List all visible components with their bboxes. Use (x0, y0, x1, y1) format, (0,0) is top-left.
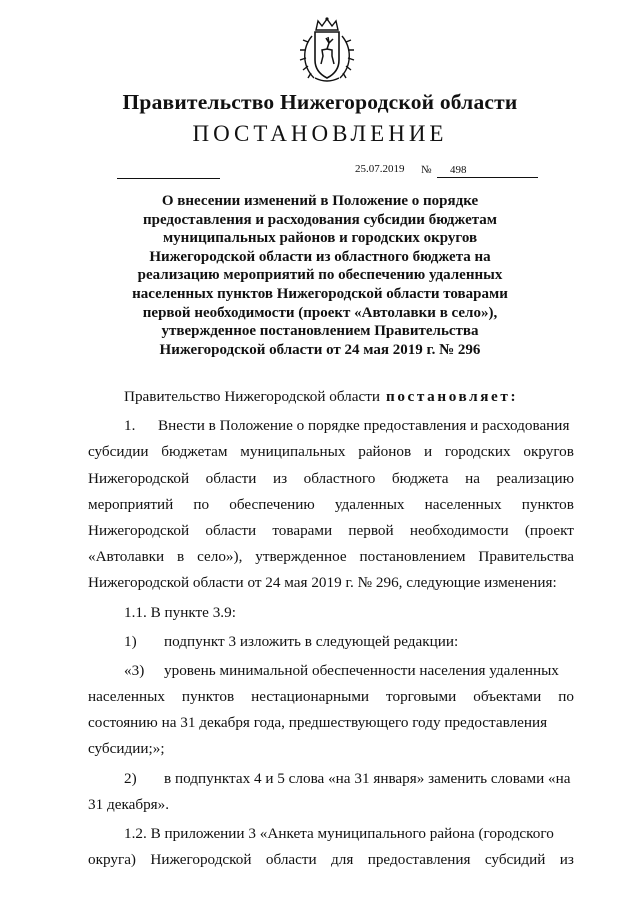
p1-number: 1. (124, 417, 136, 435)
text-word: населенных (88, 688, 165, 706)
text-word: реализацию (496, 469, 574, 487)
document-type: ПОСТАНОВЛЕНИЕ (192, 121, 448, 146)
text-word: село»), (197, 548, 243, 566)
text-word: первой (348, 521, 394, 539)
p1-line-2 (88, 439, 574, 465)
text-word: товарами (272, 521, 333, 539)
intro-line (88, 384, 574, 410)
p11-line (88, 600, 574, 626)
text-word: необходимости (409, 521, 509, 539)
document-date: 25.07.2019 (355, 163, 405, 175)
title-line: О внесении изменений в Положение о порядке (161, 193, 479, 209)
title-line: утвержденное постановлением Правительства (161, 323, 479, 340)
text-word: в (177, 548, 185, 566)
p1-line-3 (88, 466, 574, 492)
title-line: реализацию мероприятий по обеспечению удаленных (137, 267, 503, 284)
document-number: 498 (437, 163, 538, 178)
q3-line-2 (88, 684, 574, 710)
p1-line-7 (88, 570, 574, 596)
text-word: субсидии;»; (88, 740, 165, 758)
coat-of-arms-emblem (298, 16, 356, 86)
text-word: области (265, 851, 317, 869)
text-word: пунктов (521, 495, 574, 513)
text-word: области (205, 469, 257, 487)
sub2-line-1 (88, 766, 574, 792)
text-word: Нижегородской (88, 469, 190, 487)
text-word: Нижегородской (150, 851, 252, 869)
text-word: 31 декабря». (88, 795, 170, 813)
text-word: округов (523, 443, 574, 461)
intro-text: Правительство Нижегородской области (124, 388, 381, 405)
text-word: (проект (524, 521, 574, 539)
text-word: торговыми (386, 688, 457, 706)
decree-word: постановляет: (386, 388, 519, 405)
q3-line-3 (88, 710, 574, 736)
text-word: областного (303, 469, 376, 487)
text-word: пунктов (181, 688, 235, 706)
text-word: области (205, 521, 257, 539)
sub2-line-2 (88, 792, 574, 818)
text-word: для (331, 851, 354, 869)
text-word: состоянию на 31 декабря года, предшествующего году предоставления (88, 714, 548, 732)
text-word: в подпунктах 4 и 5 слова «на 31 января» заменить словами «на (164, 769, 571, 787)
p12-line-2 (88, 847, 574, 873)
text-word: уровень минимальной обеспеченности населения удаленных (164, 661, 559, 679)
text-word: городских (444, 443, 511, 461)
p1-line-6 (88, 544, 574, 570)
text-word: утвержденное (255, 548, 347, 566)
document-title (110, 192, 530, 359)
text-word: субсидий (484, 851, 546, 869)
title-line: населенных пунктов Нижегородской области товарами (132, 285, 508, 302)
p1-line-5 (88, 518, 574, 544)
text-word: Нижегородской области от 24 мая 2019 г. № 296, следующие изменения: (88, 574, 557, 592)
government-name: Правительство Нижегородской области (122, 90, 518, 114)
text-word: и (423, 443, 433, 461)
p12-line-1 (88, 821, 574, 847)
text-word: подпункт 3 изложить в следующей редакции: (164, 632, 459, 650)
text-word: обеспечению (229, 495, 315, 513)
text-word: нестационарными (251, 688, 370, 706)
title-line: предоставления и расходования субсидии бюджетам (142, 211, 497, 228)
text-word: районов (358, 443, 412, 461)
title-line: Нижегородской области из областного бюджета на (149, 248, 491, 265)
text-word: муниципальных (240, 443, 346, 461)
text-word: мероприятий (88, 495, 174, 513)
text-word: удаленных (334, 495, 405, 513)
p1-text: Внести в Положение о порядке предоставления и расходования (158, 417, 570, 435)
text-word: по (193, 495, 210, 513)
text-word: 1.1. В пункте 3.9: (124, 603, 236, 621)
text-word: Нижегородской (88, 521, 190, 539)
title-line: муниципальных районов и городских округов (162, 230, 478, 247)
p1-line-4 (88, 492, 574, 518)
title-line: первой необходимости (проект «Автолавки в село»), (142, 304, 498, 321)
p1-line-1 (88, 413, 574, 439)
text-word: на (465, 469, 480, 487)
document-body (88, 384, 574, 873)
text-word: 1) (124, 632, 137, 650)
number-sign: № (421, 164, 432, 176)
text-word: бюджета (391, 469, 449, 487)
title-line: Нижегородской области от 24 мая 2019 г. № 296 (159, 341, 481, 358)
text-word: бюджетам (161, 443, 228, 461)
text-word: постановлением (359, 548, 466, 566)
text-word: по (558, 688, 574, 706)
date-underline-left (117, 178, 220, 179)
text-word: из (272, 469, 288, 487)
q3-line-4 (88, 736, 574, 762)
text-word: округа) (88, 851, 136, 869)
text-word: субсидии (88, 443, 149, 461)
q3-line-1 (88, 658, 574, 684)
text-word: 2) (124, 769, 137, 787)
text-word: населенных (424, 495, 502, 513)
sub1-line (88, 629, 574, 655)
text-word: предоставления (367, 851, 471, 869)
text-word: «3) (124, 661, 145, 679)
text-word: 1.2. В приложении 3 «Анкета муниципального района (городского (124, 825, 554, 842)
text-word: «Автолавки (88, 548, 165, 566)
text-word: из (559, 851, 574, 869)
text-word: Правительства (478, 548, 574, 566)
text-word: объектами (473, 688, 542, 706)
